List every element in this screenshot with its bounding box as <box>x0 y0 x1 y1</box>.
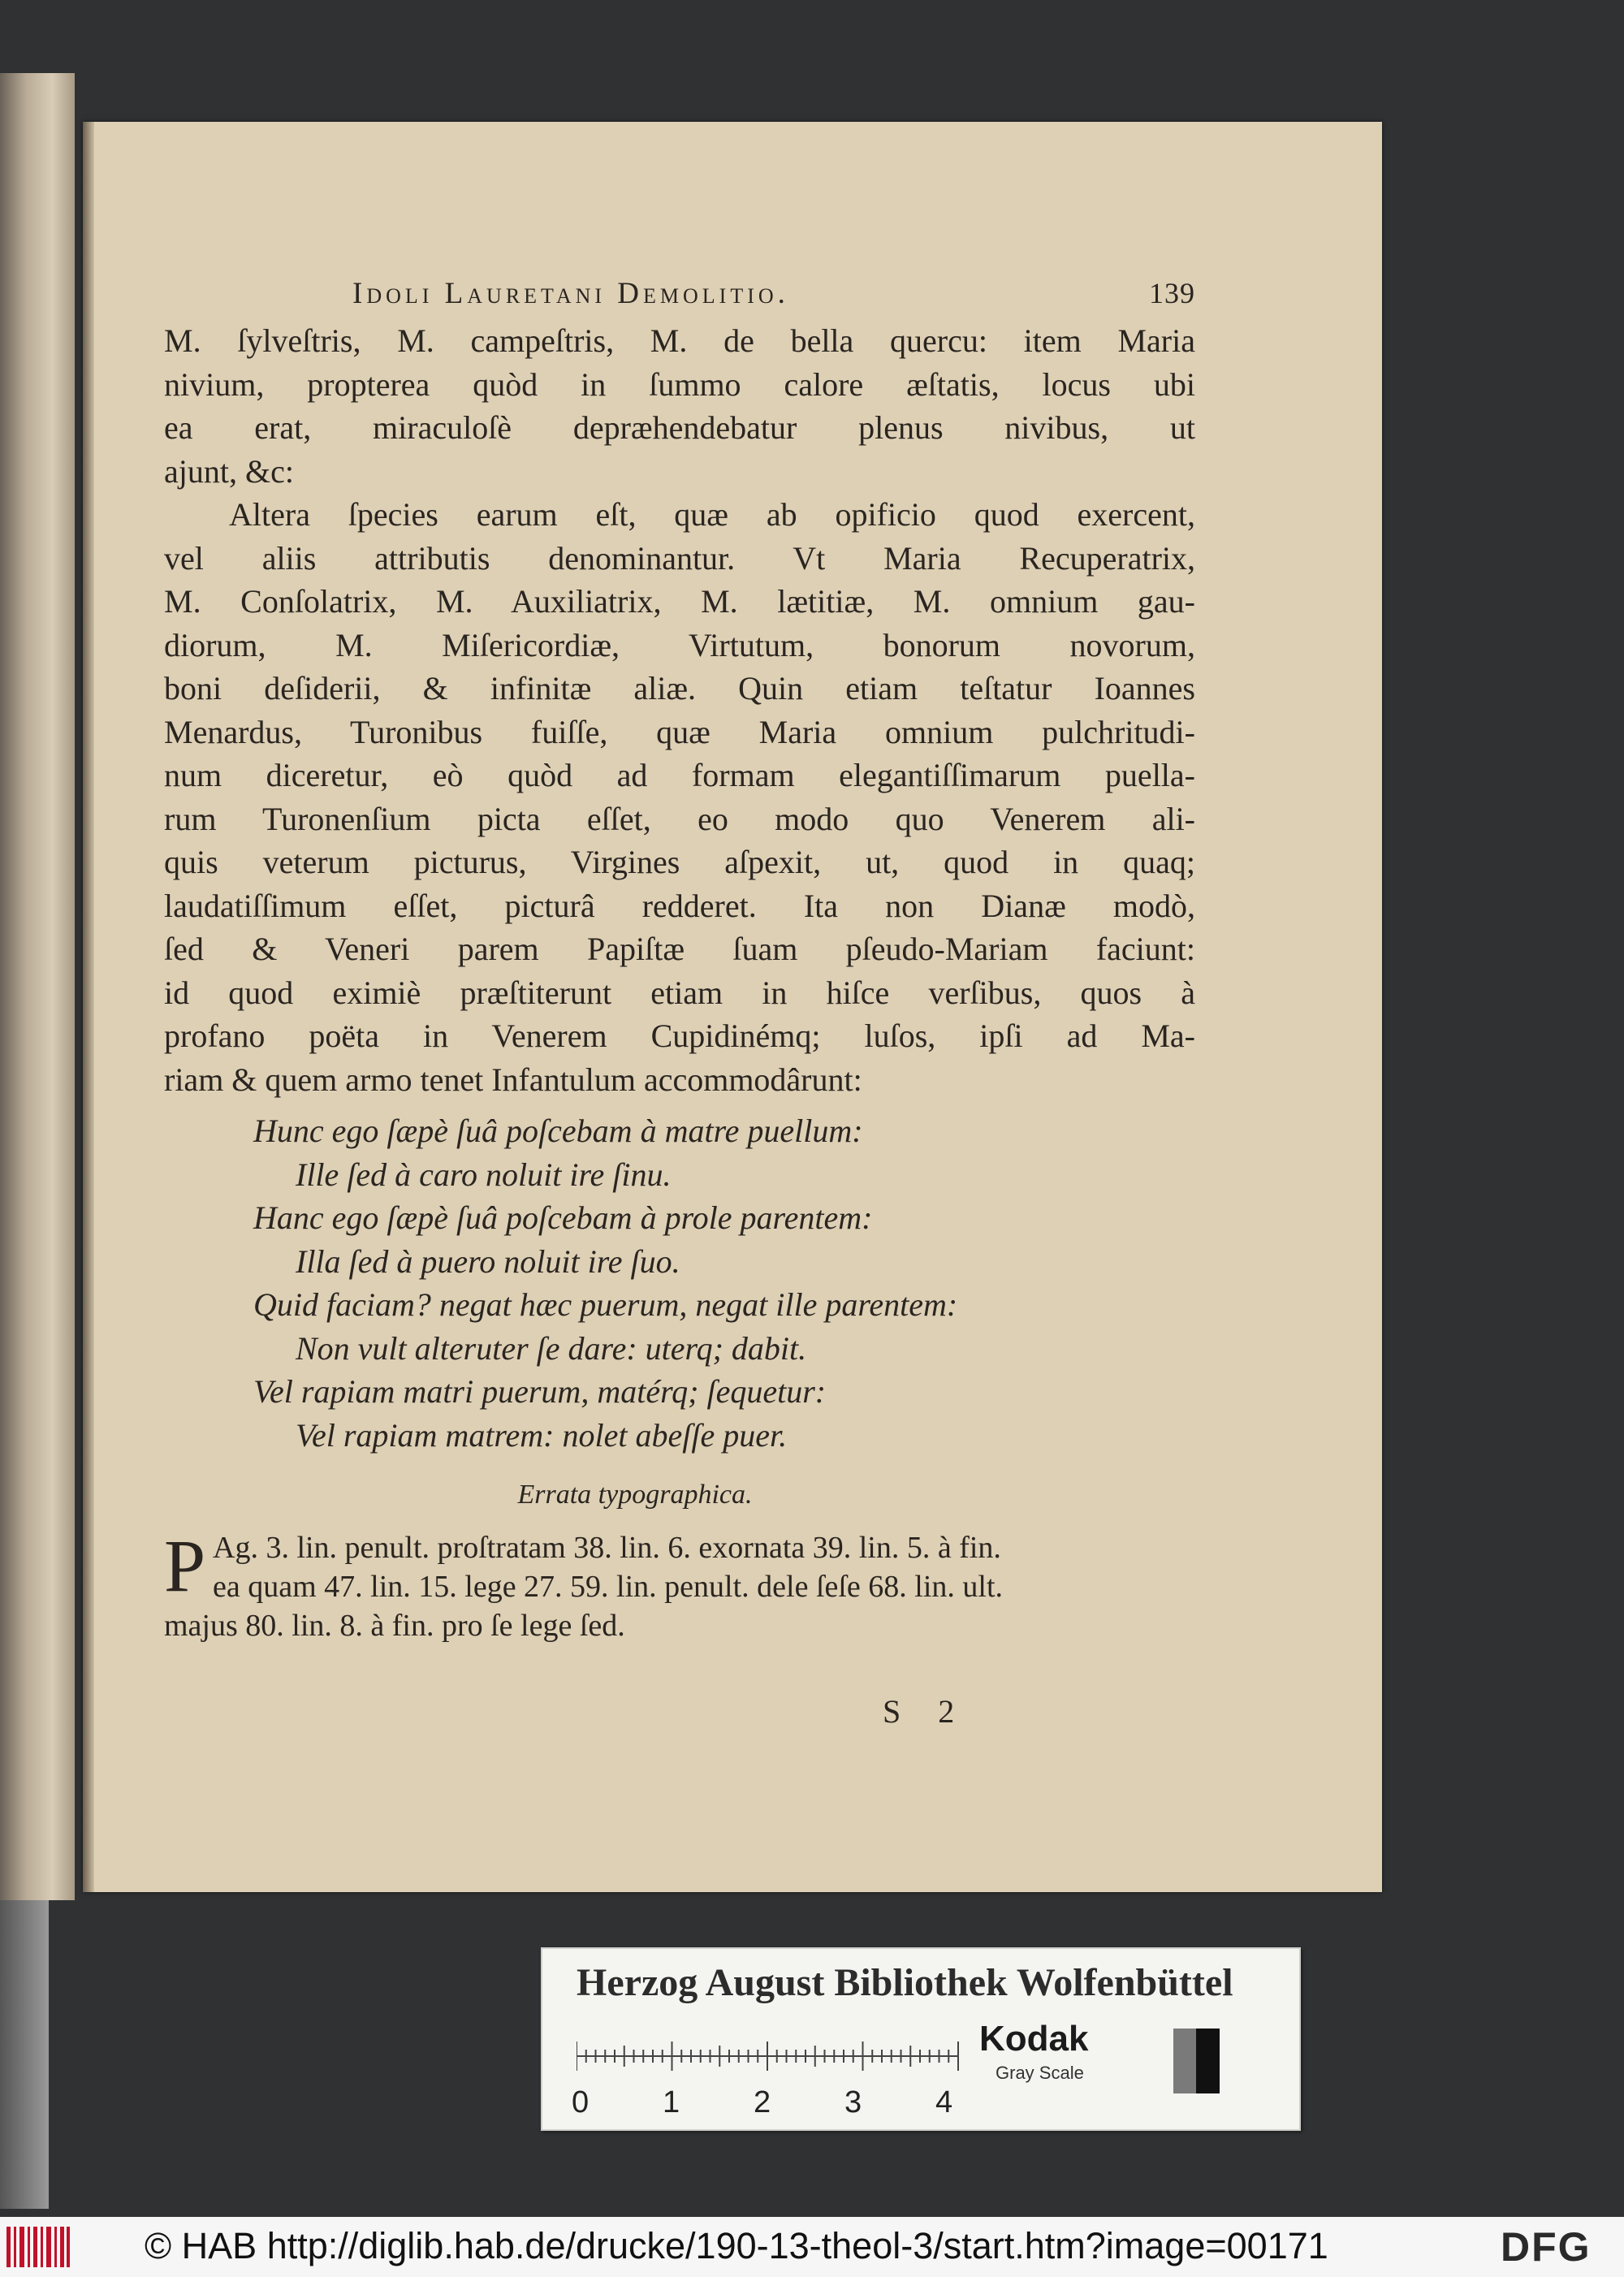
prose-line: rum Turonenſium picta eſſet, eo modo quo Venerem ali- <box>164 800 1195 837</box>
verse-line: Non vult alteruter ſe dare: uterq; dabit. <box>296 1329 807 1367</box>
prose-line: Menardus, Turonibus fuiſſe, quæ Maria omnium pulchritudi- <box>164 713 1195 750</box>
prose-line: id quod eximiè præſtiterunt etiam in hiſce verſibus, quos à <box>164 974 1195 1011</box>
kodak-logo: Kodak <box>979 2019 1089 2059</box>
scanner-edge <box>0 1900 49 2209</box>
gray-scale-label: Gray Scale <box>996 2063 1084 2083</box>
page-gutter <box>83 122 94 1892</box>
ruler-number: 2 <box>754 2085 771 2119</box>
ruler-number: 0 <box>572 2085 590 2119</box>
prose-line: laudatiſſimum eſſet, picturâ redderet. Ita non Dianæ modò, <box>164 887 1195 924</box>
adjacent-page-edge <box>0 73 75 1900</box>
prose-line: num diceretur, eò quòd ad formam elegantiſſimarum puella- <box>164 757 1195 793</box>
page-text <box>164 276 1195 1730</box>
verse-block <box>164 1109 1195 1457</box>
barcode-icon <box>6 2227 70 2267</box>
prose-line: diorum, M. Miſericordiæ, Virtutum, bonorum novorum, <box>164 626 1195 663</box>
gray-swatch <box>1196 2029 1220 2093</box>
prose-paragraphs <box>164 319 1195 1101</box>
prose-line: ea erat, miraculoſè depræhendebatur plenus nivibus, ut <box>164 409 1195 446</box>
page-number: 139 <box>1149 277 1195 309</box>
verse-line: Illa ſed à puero noluit ire ſuo. <box>296 1242 680 1280</box>
prose-line: profano poëta in Venerem Cupidinémq; luſos, ipſi ad Ma- <box>164 1018 1195 1054</box>
errata-block <box>164 1524 1195 1645</box>
color-calibration-card <box>541 1947 1301 2131</box>
prose-line: nivium, propterea quòd in ſummo calore æſtatis, locus ubi <box>164 365 1195 403</box>
verse-line: Vel rapiam matri puerum, matérq; ſequetur: <box>253 1373 827 1410</box>
errata-line: ea quam 47. lin. 15. lege 27. 59. lin. penult. dele ſeſe 68. lin. ult. <box>213 1570 1004 1604</box>
book-page <box>83 122 1382 1892</box>
gray-swatches <box>1150 2029 1220 2093</box>
errata-dropcap: P <box>164 1524 206 1607</box>
ruler-scale <box>577 2024 966 2089</box>
dfg-logo: DFG <box>1501 2224 1592 2270</box>
copyright-url[interactable]: © HAB http://diglib.hab.de/drucke/190-13-theol-3/start.htm?image=00171 <box>145 2225 1328 2266</box>
running-head-title: Idoli Lauretani Demolitio. <box>352 277 789 310</box>
signature-mark: S 2 <box>883 1693 970 1730</box>
errata-line: majus 80. lin. 8. à fin. pro ſe lege ſed. <box>164 1609 625 1643</box>
ruler-number: 1 <box>663 2085 680 2119</box>
verse-line: Quid faciam? negat hæc puerum, negat ille parentem: <box>253 1286 958 1323</box>
footer-bar <box>0 2217 1624 2277</box>
prose-line: vel aliis attributis denominantur. Vt Maria Recuperatrix, <box>164 539 1195 577</box>
gray-swatch <box>1173 2029 1197 2093</box>
errata-line: Ag. 3. lin. penult. proſtratam 38. lin. 6. exornata 39. lin. 5. à fin. <box>213 1531 1001 1565</box>
prose-line: ſed & Veneri parem Papiſtæ ſuam pſeudo-Mariam faciunt: <box>164 931 1195 967</box>
prose-line: boni deſiderii, & infinitæ aliæ. Quin etiam teſtatur Ioannes <box>164 670 1195 706</box>
ruler-number: 3 <box>844 2085 862 2119</box>
prose-line: quis veterum picturus, Virgines aſpexit, ut, quod in quaq; <box>164 844 1195 880</box>
gray-swatch <box>1150 2029 1173 2093</box>
running-head <box>164 276 1195 311</box>
verse-line: Hunc ego ſæpè ſuâ poſcebam à matre puellum: <box>253 1113 863 1149</box>
prose-line: M. ſylveſtris, M. campeſtris, M. de bella quercu: item Maria <box>164 322 1195 359</box>
verse-line: Hanc ego ſæpè ſuâ poſcebam à prole parentem: <box>253 1199 873 1236</box>
prose-line: M. Conſolatrix, M. Auxiliatrix, M. lætitiæ, M. omnium gau- <box>164 583 1195 620</box>
library-name: Herzog August Bibliothek Wolfenbüttel <box>577 1961 1233 2004</box>
prose-line: ajunt, &c: <box>164 452 294 490</box>
ruler-number: 4 <box>935 2085 953 2119</box>
prose-line: riam & quem armo tenet Infantulum accommodârunt: <box>164 1061 862 1098</box>
verse-line: Ille ſed à caro noluit ire ſinu. <box>296 1156 672 1193</box>
verse-line: Vel rapiam matrem: nolet abeſſe puer. <box>296 1416 788 1454</box>
prose-line: Altera ſpecies earum eſt, quæ ab opificio quod exercent, <box>229 496 1195 533</box>
errata-heading: Errata typographica. <box>517 1480 753 1510</box>
